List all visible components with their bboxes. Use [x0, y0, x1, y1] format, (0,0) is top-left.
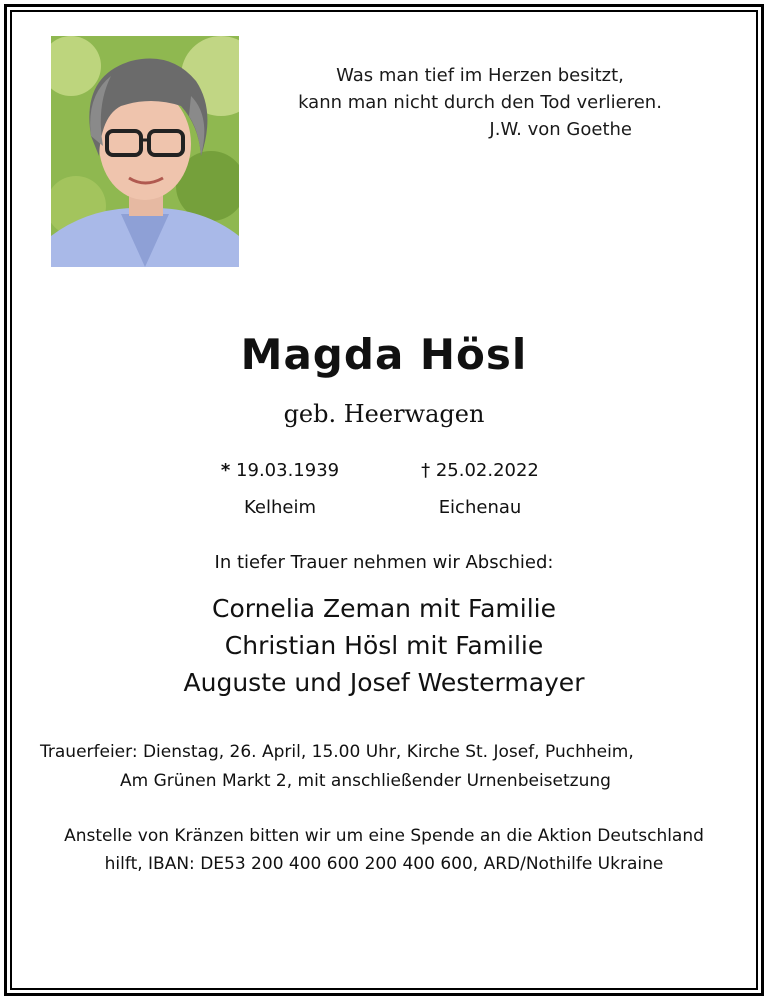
donation-line-2: hilft, IBAN: DE53 200 400 600 200 400 600, ARD/Nothilfe Ukraine: [104, 854, 664, 874]
service-info: [0, 738, 768, 796]
birth-place: Kelheim: [244, 497, 316, 518]
farewell-text: In tiefer Trauer nehmen wir Abschied:: [214, 552, 554, 573]
death-date: 25.02.2022: [435, 460, 539, 481]
quote-author: J.W. von Goethe: [489, 119, 632, 140]
mourner-item: Auguste und Josef Westermayer: [183, 668, 585, 697]
mourners-list: [0, 590, 768, 701]
quote-line-2: kann man nicht durch den Tod verlieren.: [298, 92, 662, 113]
portrait-photo: [51, 36, 239, 267]
quote-block: [280, 62, 680, 143]
birth-info: [190, 458, 370, 520]
portrait-illustration: [51, 36, 239, 267]
birth-name: geb. Heerwagen: [283, 400, 485, 428]
donation-info: [0, 822, 768, 878]
donation-line-1: Anstelle von Kränzen bitten wir um eine Spende an die Aktion Deutschland: [64, 826, 704, 846]
quote-line-1: Was man tief im Herzen besitzt,: [336, 65, 624, 86]
service-line-1: Trauerfeier: Dienstag, 26. April, 15.00 Uhr, Kirche St. Josef, Puchheim,: [40, 742, 634, 762]
birth-date-line: [190, 458, 370, 484]
death-date-line: [390, 458, 570, 484]
death-place: Eichenau: [438, 497, 522, 518]
death-cross-icon: †: [421, 460, 431, 481]
mourner-item: Cornelia Zeman mit Familie: [212, 594, 556, 623]
birth-date: 19.03.1939: [236, 460, 340, 481]
birth-star-icon: *: [220, 460, 231, 481]
mourner-item: Christian Hösl mit Familie: [224, 631, 544, 660]
deceased-name: Magda Hösl: [240, 330, 528, 379]
death-info: [390, 458, 570, 520]
service-line-2: Am Grünen Markt 2, mit anschließender Urnenbeisetzung: [120, 771, 611, 791]
